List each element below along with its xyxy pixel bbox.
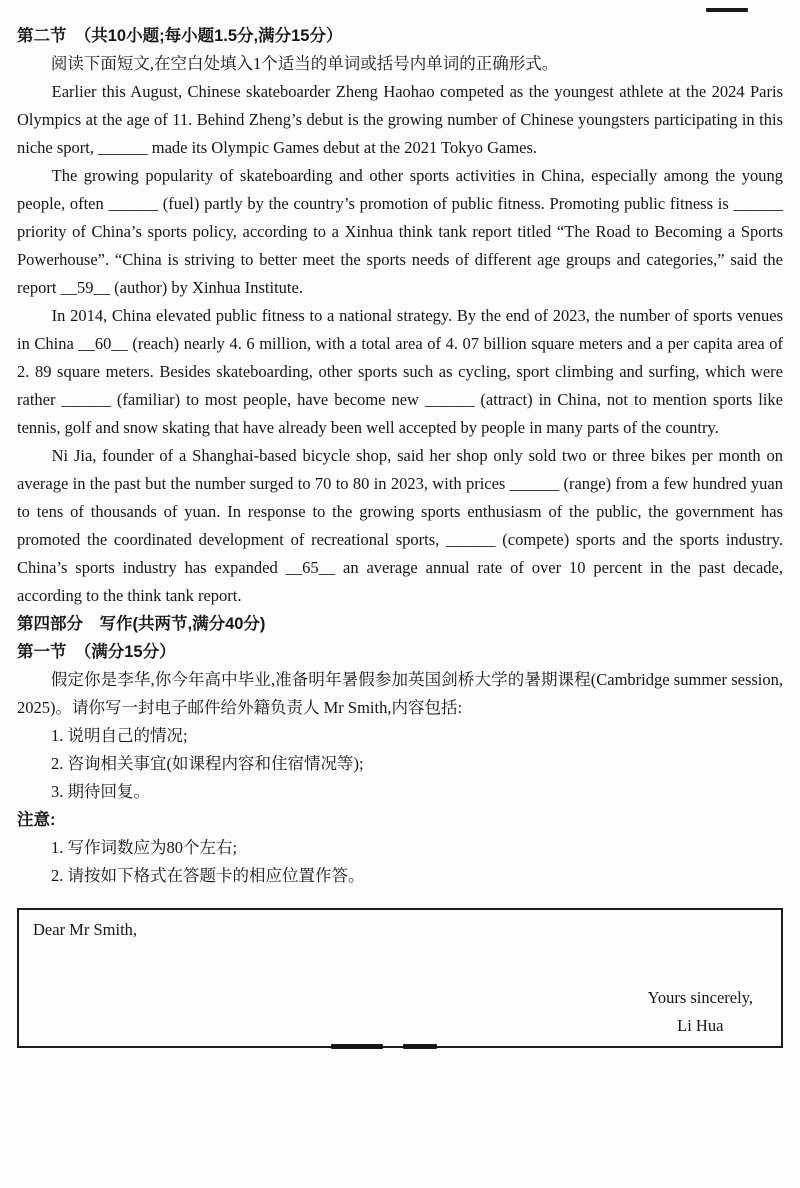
passage-paragraph-2: The growing popularity of skateboarding and other sports activities in China, especially among the young people, often ______ (fuel) partly by the country’s promotion of public fitness. Promoting public fitness is ______ priority of China’s sports policy, according to a Xinhua think tank report titled “The Road to Becoming a Sports Powerhouse”. “China is striving to better meet the sports needs of different age groups and categories,” said the report __59__ (author) by Xinhua Institute.: [17, 166, 783, 297]
passage-paragraph-4: Ni Jia, founder of a Shanghai-based bicycle shop, said her shop only sold two or three bikes per month on average in the past but the number surged to 70 to 80 in 2023, with prices ______ (range) from a few hundred yuan to tens of thousands of yuan. In response to the growing sports enthusiasm of the public, the government has promoted the coordinated development of recreational sports, ______ (compete) sports and the sports industry. China’s sports industry has expanded __65__ an average annual rate of over 10 percent in the past decade, according to the think tank report.: [17, 446, 783, 605]
pen-mark: [706, 8, 748, 12]
letter-signoff: [648, 984, 753, 1040]
notice-item-2: 2. 请按如下格式在答题卡的相应位置作答。: [51, 866, 365, 885]
pen-mark: [331, 1044, 383, 1049]
prompt-point-2: 2. 咨询相关事宜(如课程内容和住宿情况等);: [51, 754, 364, 773]
prompt-point-1: 1. 说明自己的情况;: [51, 726, 188, 745]
letter-salutation: Dear Mr Smith,: [33, 920, 138, 939]
letter-closing: Yours sincerely,: [647, 988, 753, 1007]
section2-instruction: 阅读下面短文,在空白处填入1个适当的单词或括号内单词的正确形式。: [50, 54, 559, 73]
part4-section1-header: 第一节 （满分15分）: [17, 643, 176, 661]
writing-prompt: 假定你是李华,你今年高中毕业,准备明年暑假参加英国剑桥大学的暑期课程(Cambridge summer session, 2025)。请你写一封电子邮件给外籍负责人 Mr Smith,内容包括:: [17, 670, 783, 717]
prompt-point-3: 3. 期待回复。: [51, 782, 150, 801]
part4-header: 第四部分 写作(共两节,满分40分): [17, 615, 266, 633]
pen-mark: [403, 1044, 437, 1049]
notice-label: 注意:: [17, 811, 56, 829]
notice-item-1: 1. 写作词数应为80个左右;: [51, 838, 238, 857]
section2-header: 第二节 （共10小题;每小题1.5分,满分15分）: [17, 27, 343, 45]
letter-signature: Li Hua: [677, 1016, 724, 1035]
passage-paragraph-1: Earlier this August, Chinese skateboarder Zheng Haohao competed as the youngest athlete at the 2024 Paris Olympics at the age of 11. Behind Zheng’s debut is the growing number of Chinese youngsters participating in this niche sport, ______ made its Olympic Games debut at the 2021 Tokyo Games.: [17, 82, 783, 157]
passage-paragraph-3: In 2014, China elevated public fitness to a national strategy. By the end of 2023, the number of sports venues in China __60__ (reach) nearly 4. 6 million, with a total area of 4. 07 billion square meters and a per capita area of 2. 89 square meters. Besides skateboarding, other sports such as cycling, sport climbing and surfing, which were rather ______ (familiar) to most people, have become new ______ (attract) in China, not to mention sports like tennis, golf and snow skating that have already been well accepted by people in many parts of the country.: [17, 306, 783, 437]
answer-letter-box: [17, 908, 783, 1048]
